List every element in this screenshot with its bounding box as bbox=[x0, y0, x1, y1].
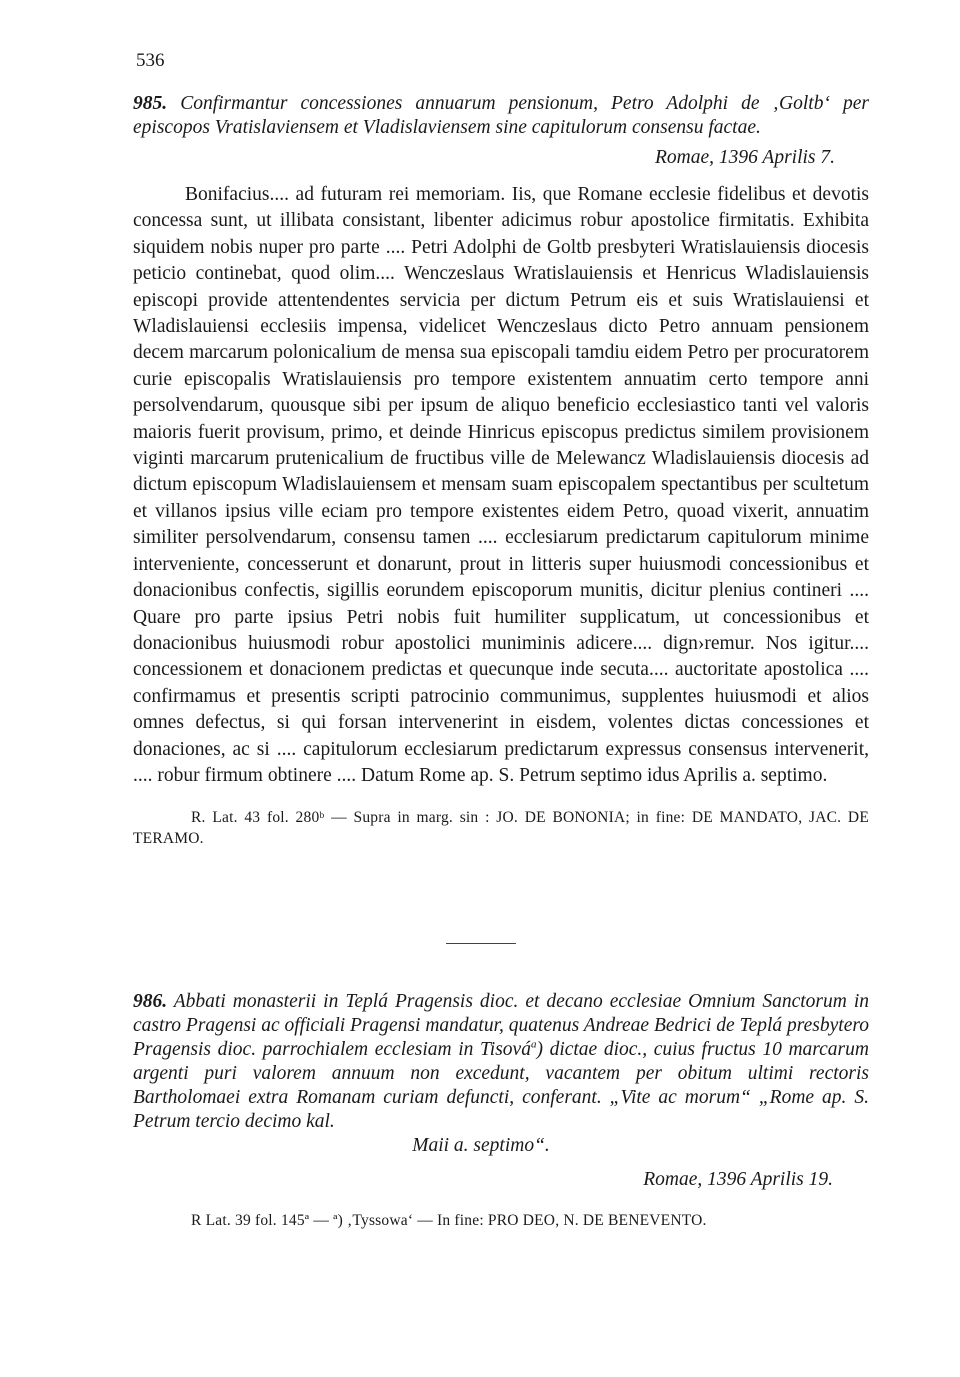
page-number: 536 bbox=[136, 50, 165, 71]
entry-summary: Abbati monasterii in Teplá Pragensis dioc. et decano ecclesiae Omnium Sanctorum in castro Pragensi ac officiali Pragensi mandatur, quatenus Andreae Bedrici de Teplá presbytero Pragensis dioc. parrochialem ecclesiam in Tisová bbox=[133, 991, 869, 1060]
entry-heading bbox=[133, 92, 869, 140]
entry-summary: Confirmantur concessiones annuarum pensionum, Petro Adolphi de ‚Goltb‘ per episcopos Vratislaviensem et Vladislaviensem sine capitulorum consensu factae. bbox=[133, 93, 869, 138]
entry-985 bbox=[133, 92, 869, 849]
separator-line bbox=[446, 943, 516, 944]
entry-date: Romae, 1396 Aprilis 7. bbox=[654, 147, 835, 168]
source-note: R. Lat. 43 fol. 280ᵇ — Supra in marg. sin : JO. DE BONONIA; in fine: DE MANDATO, JAC. DE TERAMO. bbox=[133, 809, 869, 848]
entry-summary-continued: ) dictae dioc., cuius fructus 10 marcarum argenti puri valorem annuum non excedunt, vacantem per obitum ultimi rectoris Bartholomaei extra Romanam curiam defuncti, conferant. „Vite ac morum“ „Rome ap. S. Petrum tercio decimo kal. bbox=[133, 1039, 869, 1132]
entry-heading bbox=[133, 990, 869, 1158]
entry-number: 986. bbox=[133, 991, 168, 1012]
entry-number: 985. bbox=[133, 93, 168, 114]
entry-summary-last-line: Maii a. septimo“. bbox=[412, 1135, 550, 1156]
entry-body: Bonifacius.... ad futuram rei memoriam. Iis, que Romane ecclesie fidelibus et devotis concessa sunt, ut illibata consistant, libenter adicimus robur apostolice firmitatis. Exhibita siquidem nobis nuper pro parte .... Petri Adolphi de Goltb presbyteri Wratislauiensis diocesis peticio continebat, quod olim.... Wenczeslaus Wratislauiensis et Henricus Wladislauiensis episcopi provide attentendentes servicia per dictum Petrum eis et suis Wratislauiensi et Wladislauiensi ecclesiis impensa, videlicet Wenczeslaus dicto Petro annuam pensionem decem marcarum polonicalium de mensa sua episcopali tamdiu eidem Petro per procuratorem curie episcopalis Wratislauiensis pro tempore existentem annuatim certo tempore anni persolvendarum, quousque sibi per ipsum de aliquo beneficio ecclesiastico tanti vel valoris maioris fuerit provisum, primo, et deinde Hinricus episcopus predictus similem provisionem viginti marcarum prutenicalium de fructibus ville de Melewancz Wladislauiensis diocesis ad dictum episcopum Wladislauiensem et mensam suam episcopalem spectantibus per scultetum et villanos ipsius ville eciam pro tempore existentes eidem Petro, quoad vixerit, annuatim similiter persolvendarum, consensu tamen .... ecclesiarum predictarum capitulorum minime interveniente, concesserunt et donarunt, prout in litteris super huiusmodi concessionibus et donacionibus confectis, sigillis eorundem episcoporum munitis, dicitur plenius contineri .... Quare pro parte ipsius Petri nobis fuit humiliter supplicatum, ut concessionibus et donacionibus huiusmodi robur apostolici muniminis adicere.... dign›remur. Nos igitur.... concessionem et donacionem predictas et quecunque inde secuta.... auctoritate apostolica .... confirmamus et presentis scripti patrocinio communimus, supplentes huiusmodi et alios omnes defectus, si qui forsan intervenerint in eisdem, volentes dictas concessiones et donaciones, ac si .... capitulorum ecclesiarum predictarum expressus consensus intervenerit, .... robur firmum obtinere .... Datum Rome ap. S. Petrum septimo idus Aprilis a. septimo. bbox=[133, 184, 869, 786]
entry-date: Romae, 1396 Aprilis 19. bbox=[643, 1169, 833, 1190]
footnote-marker: a bbox=[530, 1038, 537, 1051]
source-note: R Lat. 39 fol. 145ª — ª) ‚Tyssowa‘ — In fine: PRO DEO, N. DE BENEVENTO. bbox=[191, 1212, 707, 1229]
entry-986 bbox=[133, 990, 869, 1231]
